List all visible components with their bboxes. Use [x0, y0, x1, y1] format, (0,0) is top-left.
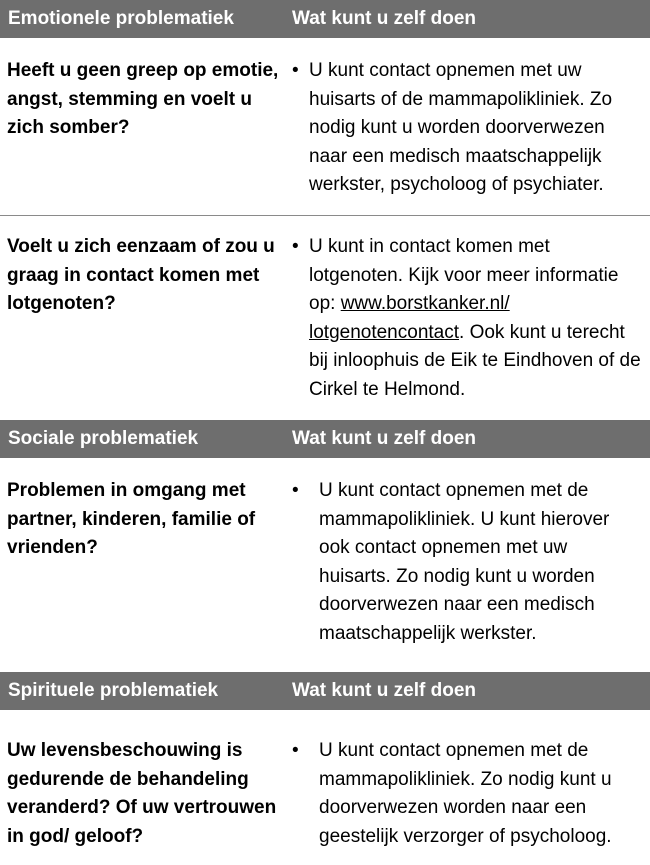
advice-text-rest: . Ook kunt u terecht bij inloophuis de Eik te Eindhoven of de Cirkel te Helmond. [309, 321, 641, 400]
problem-question: Uw levensbeschouwing is gedurende de behandeling veranderd? Of uw vertrouwen in god/ geloof? [7, 740, 277, 847]
section-column-title: Wat kunt u zelf doen [292, 680, 477, 701]
problem-question: Problemen in omgang met partner, kinderen, familie of vrienden? [7, 480, 256, 558]
section-title: Sociale problematiek [8, 428, 199, 449]
row-divider [0, 215, 650, 216]
advice-text: U kunt contact opnemen met uw huisarts of de mammapolikliniek. Zo nodig kunt u worden doorverwezen naar een medisch maatschappelijk werkster, psycholoog of psychiater. [309, 60, 613, 195]
bullet-icon: • [292, 60, 299, 81]
section-header-social [0, 420, 650, 458]
problem-question: Heeft u geen greep op emotie, angst, stemming en voelt u zich somber? [7, 60, 279, 138]
bullet-icon: • [292, 236, 299, 257]
section-header-spiritual [0, 672, 650, 710]
section-column-title: Wat kunt u zelf doen [292, 428, 477, 449]
advice-text: U kunt contact opnemen met de mammapolikliniek. Zo nodig kunt u doorverwezen worden naar een geestelijk verzorger of psycholoog. [319, 740, 612, 847]
problem-question: Voelt u zich eenzaam of zou u graag in contact komen met lotgenoten? [7, 236, 275, 314]
bullet-icon: • [292, 740, 299, 761]
section-header-emotional [0, 0, 650, 38]
section-title: Emotionele problematiek [8, 8, 234, 29]
advice-text: U kunt contact opnemen met de mammapolikliniek. U kunt hierover ook contact opnemen met uw huisarts. Zo nodig kunt u worden doorverwezen naar een medisch maatschappelijk werkster. [319, 480, 610, 644]
lotgenotencontact-link[interactable]: www.borstkanker.nl/ lotgenotencontact [309, 293, 510, 343]
advice-text-intro: U kunt in contact komen met lotgenoten. Kijk voor meer informatie op: [309, 236, 619, 314]
section-column-title: Wat kunt u zelf doen [292, 8, 477, 29]
advice-text [309, 233, 641, 404]
section-title: Spirituele problematiek [8, 680, 219, 701]
bullet-icon: • [292, 480, 299, 501]
